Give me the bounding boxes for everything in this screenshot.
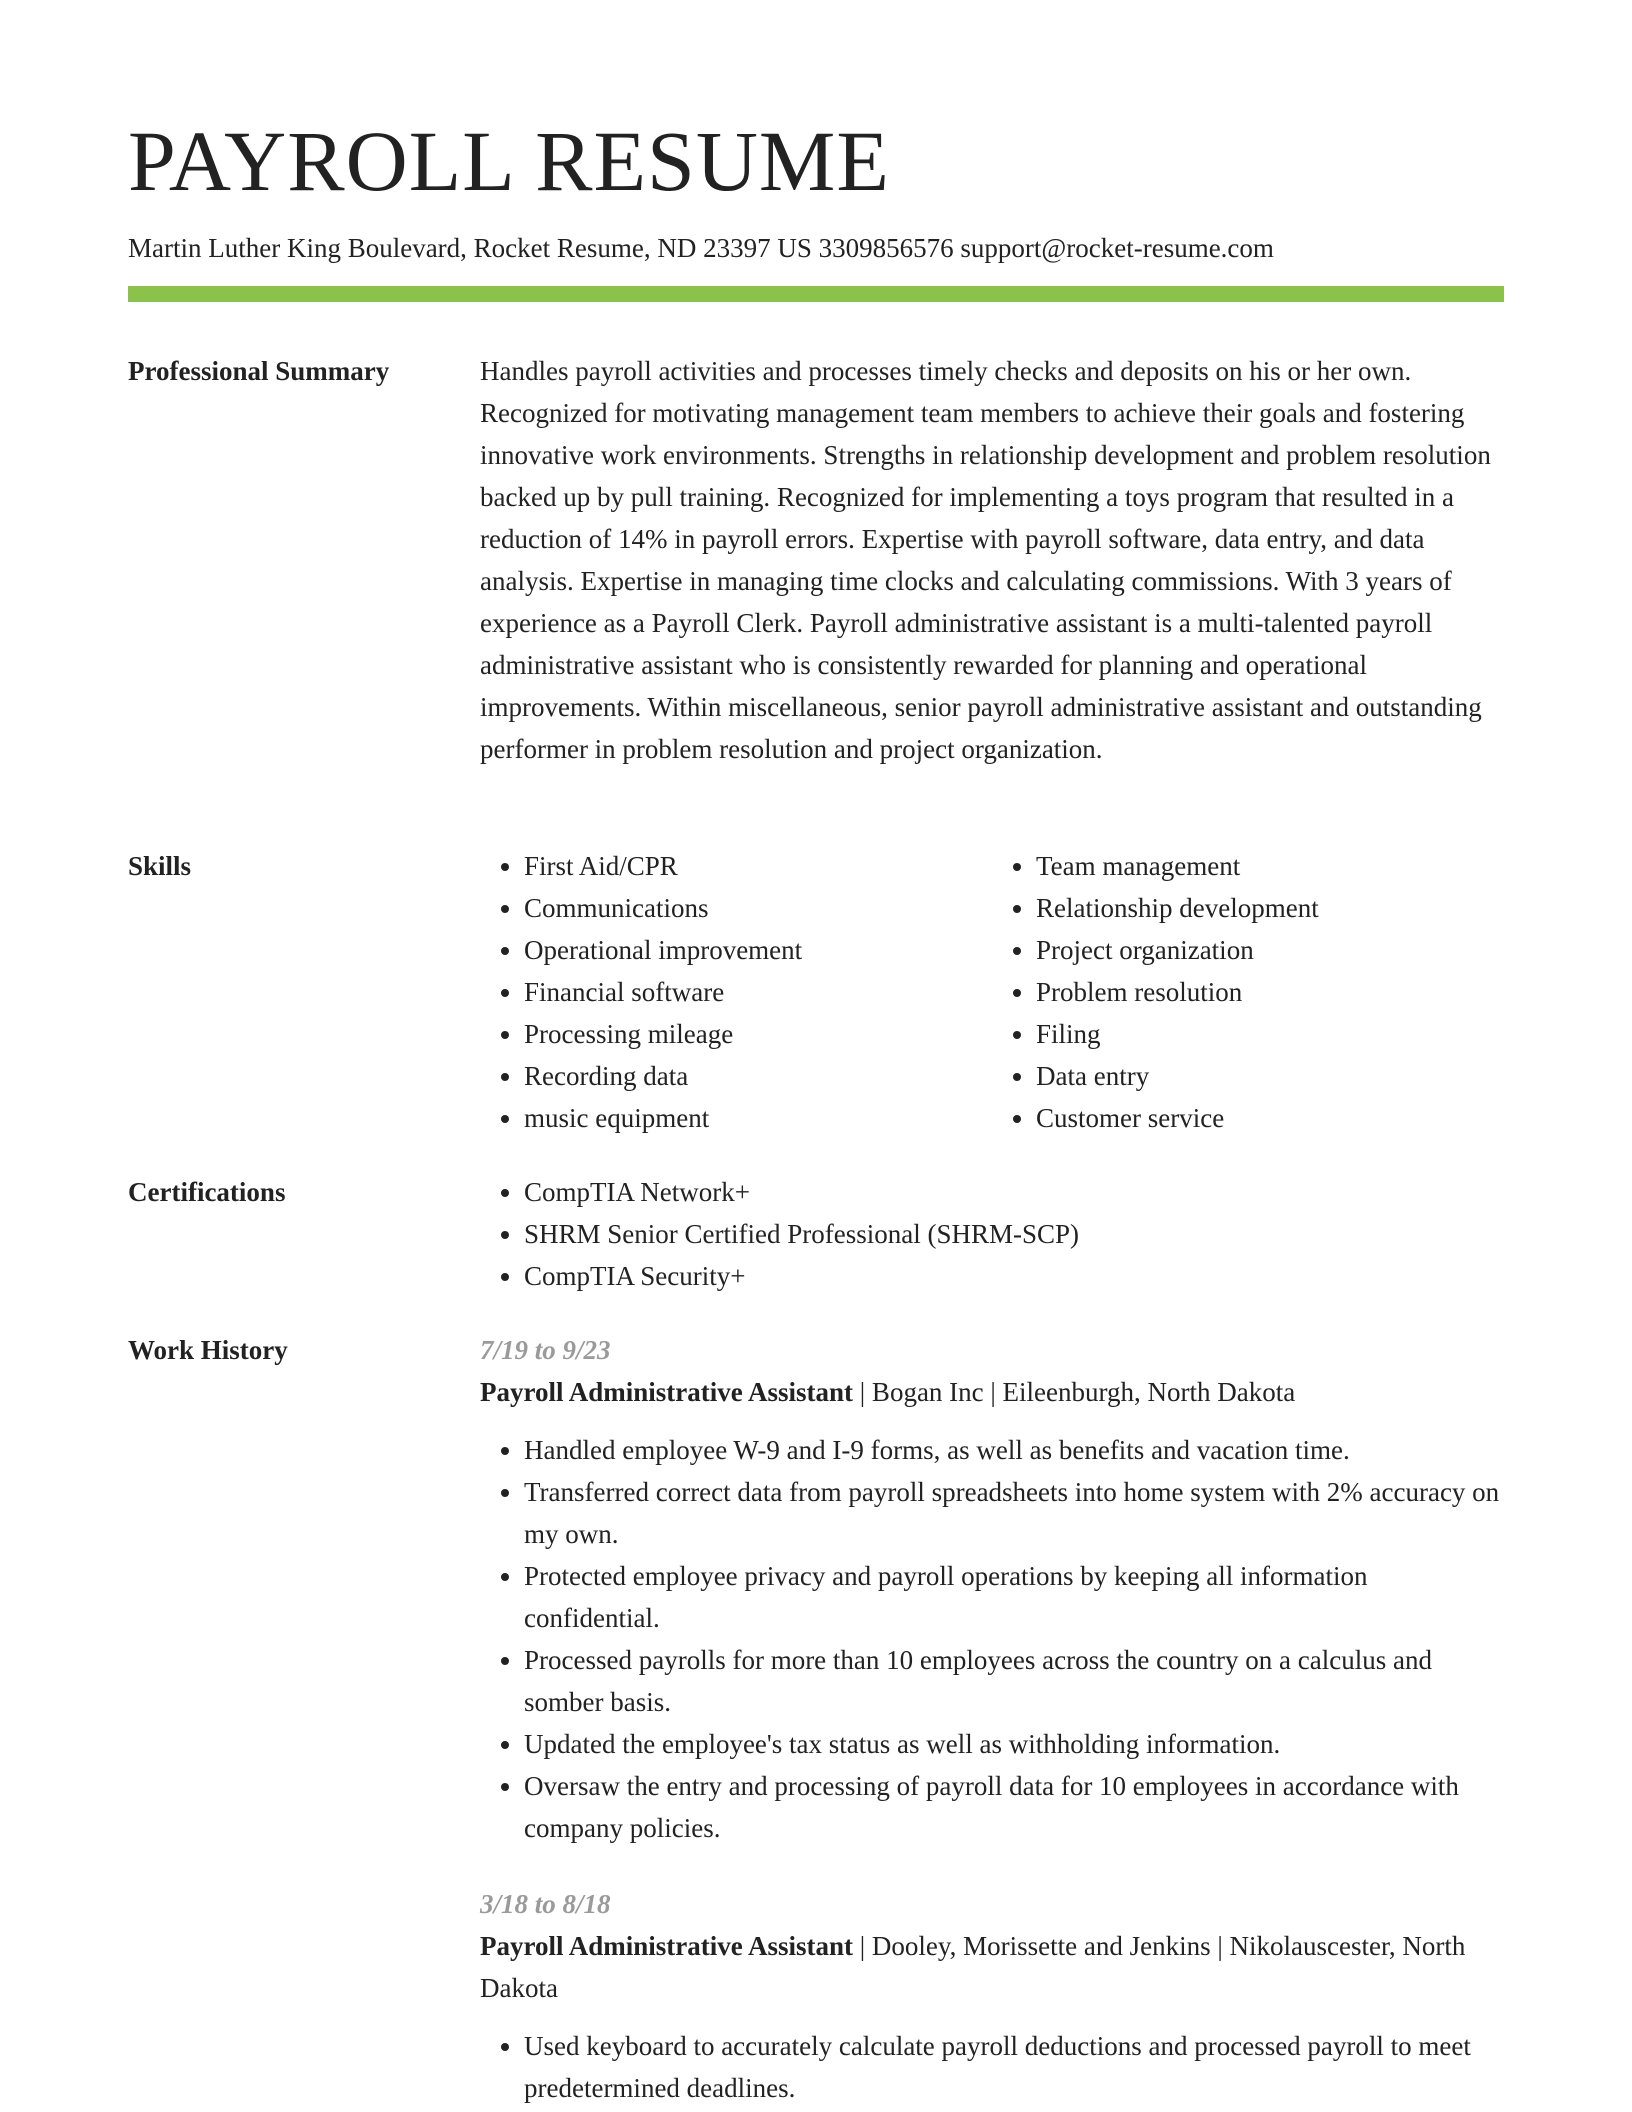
summary-content <box>480 350 1504 770</box>
skill-item: • Data entry <box>1036 1055 1504 1097</box>
skill-item: • Operational improvement <box>524 929 992 971</box>
skill-item: • Processing mileage <box>524 1013 992 1055</box>
job-dates: 3/18 to 8/18 <box>480 1889 611 1919</box>
job-bullet: • Protected employee privacy and payroll operations by keeping all information confidential. <box>524 1555 1504 1639</box>
job-bullet: • Used keyboard to accurately calculate payroll deductions and processed payroll to meet predetermined deadlines. <box>524 2025 1504 2109</box>
contact-line: Martin Luther King Boulevard, Rocket Resume, ND 23397 US 3309856576 support@rocket-resume.com <box>128 233 1274 263</box>
work-history-label: Work History <box>128 1335 288 1365</box>
skill-item: • Filing <box>1036 1013 1504 1055</box>
skills-label: Skills <box>128 851 192 881</box>
job-dates: 7/19 to 9/23 <box>480 1335 611 1365</box>
summary-label: Professional Summary <box>128 356 390 386</box>
resume-title: PAYROLL RESUME <box>128 113 890 209</box>
certification-item: • CompTIA Security+ <box>524 1255 1504 1297</box>
summary-text: Handles payroll activities and processes timely checks and deposits on his or her own. Recognized for motivating management team members to achieve their goals and fostering innovative work environments. Strengths in relationship development and problem resolution backed up by pull training. Recognized for implementing a toys program that resulted in a reduction of 14% in payroll errors. Expertise with payroll software, data entry, and data analysis. Expertise in managing time clocks and calculating commissions. With 3 years of experience as a Payroll Clerk. Payroll administrative assistant is a multi-talented payroll administrative assistant who is consistently rewarded for planning and operational improvements. Within miscellaneous, senior payroll administrative assistant and outstanding performer in problem resolution and project organization. <box>480 356 1491 764</box>
skill-item: • Project organization <box>1036 929 1504 971</box>
job-bullet: • Transferred correct data from payroll spreadsheets into home system with 2% accuracy on my own. <box>524 1471 1504 1555</box>
skills-list-right <box>992 845 1504 1139</box>
job-heading <box>480 1925 1504 2009</box>
job-bullets <box>480 2025 1504 2109</box>
job-bullet: • Oversaw the entry and processing of payroll data for 10 employees in accordance with company policies. <box>524 1765 1504 1849</box>
skill-item: • music equipment <box>524 1097 992 1139</box>
certifications-label: Certifications <box>128 1177 286 1207</box>
certifications-list <box>480 1171 1504 1297</box>
job-title: Payroll Administrative Assistant <box>480 1377 854 1407</box>
job-bullet: • Handled employee W-9 and I-9 forms, as well as benefits and vacation time. <box>524 1429 1504 1471</box>
skill-item: • Problem resolution <box>1036 971 1504 1013</box>
skill-item: • Communications <box>524 887 992 929</box>
skill-item: • Customer service <box>1036 1097 1504 1139</box>
skill-item: • Recording data <box>524 1055 992 1097</box>
skills-list-left <box>480 845 992 1139</box>
certification-item: • CompTIA Network+ <box>524 1171 1504 1213</box>
skill-item: • Financial software <box>524 971 992 1013</box>
job-entry <box>480 1883 1504 2109</box>
job-title: Payroll Administrative Assistant <box>480 1931 854 1961</box>
job-entry <box>480 1329 1504 1849</box>
skills-content <box>480 845 1504 1139</box>
work-history-content <box>480 1329 1504 2109</box>
skill-item: • First Aid/CPR <box>524 845 992 887</box>
job-details: | Dooley, Morissette and Jenkins | Nikolauscester, North Dakota <box>480 1931 1466 2003</box>
job-bullet: • Updated the employee's tax status as well as withholding information. <box>524 1723 1504 1765</box>
job-details: | Bogan Inc | Eileenburgh, North Dakota <box>853 1377 1296 1407</box>
job-heading <box>480 1371 1504 1413</box>
accent-divider <box>128 286 1504 302</box>
job-bullet: • Processed payrolls for more than 10 employees across the country on a calculus and somber basis. <box>524 1639 1504 1723</box>
skill-item: • Team management <box>1036 845 1504 887</box>
certification-item: • SHRM Senior Certified Professional (SHRM-SCP) <box>524 1213 1504 1255</box>
certifications-content <box>480 1171 1504 1297</box>
job-bullets <box>480 1429 1504 1849</box>
skill-item: • Relationship development <box>1036 887 1504 929</box>
